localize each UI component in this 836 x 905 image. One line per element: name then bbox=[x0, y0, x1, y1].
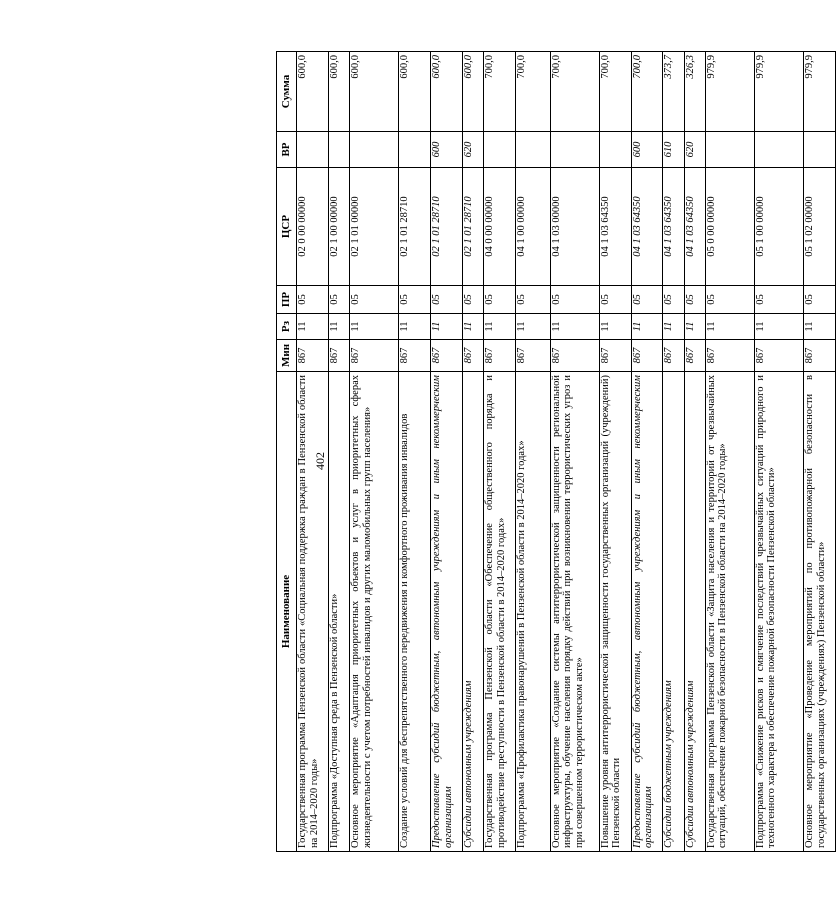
table-row bbox=[297, 52, 329, 852]
cell-pr: 05 bbox=[399, 286, 431, 314]
cell-name: Создание условий для беспрепятственного передвижения и комфортного проживания инвалидов bbox=[399, 372, 431, 852]
cell-rz: 11 bbox=[599, 314, 631, 340]
cell-vr bbox=[599, 132, 631, 168]
cell-csr: 02 1 01 28710 bbox=[462, 168, 483, 286]
cell-vr: 600 bbox=[631, 132, 663, 168]
cell-sum: 700,0 bbox=[631, 52, 663, 132]
cell-pr: 05 bbox=[804, 286, 836, 314]
cell-csr: 04 1 03 00000 bbox=[550, 168, 599, 286]
cell-pr: 05 bbox=[754, 286, 803, 314]
header-pr: ПР bbox=[277, 286, 297, 314]
cell-pr: 05 bbox=[705, 286, 754, 314]
cell-name: Повышение уровня антитеррористической защищенности государственных организаций (учреждений) Пензенской области bbox=[599, 372, 631, 852]
cell-min: 867 bbox=[705, 340, 754, 372]
cell-rz: 11 bbox=[350, 314, 399, 340]
cell-rz: 11 bbox=[804, 314, 836, 340]
cell-rz: 11 bbox=[516, 314, 551, 340]
cell-pr: 05 bbox=[550, 286, 599, 314]
cell-rz: 11 bbox=[684, 314, 705, 340]
cell-sum: 600,0 bbox=[328, 52, 349, 132]
cell-pr: 05 bbox=[599, 286, 631, 314]
cell-sum: 600,0 bbox=[399, 52, 431, 132]
table-row bbox=[550, 52, 599, 852]
cell-pr: 05 bbox=[297, 286, 329, 314]
header-rz: Рз bbox=[277, 314, 297, 340]
cell-csr: 02 1 01 28710 bbox=[431, 168, 463, 286]
header-csr: ЦСР bbox=[277, 168, 297, 286]
cell-rz: 11 bbox=[399, 314, 431, 340]
cell-name: Подпрограмма «Снижение рисков и смягчение последствий чрезвычайных ситуаций природного и техногенного характера и обеспечение пожарной безопасности Пензенской области» bbox=[754, 372, 803, 852]
cell-name: Основное мероприятие «Адаптация приоритетных объектов и услуг в приоритетных сферах жизнедеятельности с учетом потребностей инвалидов и других маломобильных групп населения» bbox=[350, 372, 399, 852]
cell-rz: 11 bbox=[550, 314, 599, 340]
cell-vr: 620 bbox=[462, 132, 483, 168]
table-row bbox=[663, 52, 684, 852]
cell-csr: 04 0 00 00000 bbox=[484, 168, 516, 286]
cell-sum: 700,0 bbox=[516, 52, 551, 132]
rotated-page-content bbox=[276, 52, 827, 852]
cell-name: Предоставление субсидий бюджетным, автономным учреждениям и иным некоммерческим организациям bbox=[431, 372, 463, 852]
cell-sum: 600,0 bbox=[431, 52, 463, 132]
table-row bbox=[516, 52, 551, 852]
cell-vr bbox=[754, 132, 803, 168]
table-row bbox=[705, 52, 754, 852]
budget-table bbox=[276, 51, 836, 852]
cell-csr: 04 1 03 64350 bbox=[599, 168, 631, 286]
cell-name: Субсидии автономным учреждениям bbox=[684, 372, 705, 852]
table-body bbox=[297, 52, 836, 852]
cell-rz: 11 bbox=[297, 314, 329, 340]
table-row bbox=[599, 52, 631, 852]
cell-min: 867 bbox=[328, 340, 349, 372]
cell-csr: 02 0 00 00000 bbox=[297, 168, 329, 286]
cell-name: Государственная программа Пензенской области «Защита населения и территорий от чрезвычайных ситуаций, обеспечение пожарной безопасности в Пензенской области на 2014–2020 годы» bbox=[705, 372, 754, 852]
cell-vr: 600 bbox=[431, 132, 463, 168]
cell-min: 867 bbox=[599, 340, 631, 372]
cell-min: 867 bbox=[297, 340, 329, 372]
header-name: Наименование bbox=[277, 372, 297, 852]
table-row bbox=[350, 52, 399, 852]
cell-csr: 04 1 03 64350 bbox=[631, 168, 663, 286]
cell-pr: 05 bbox=[350, 286, 399, 314]
page-number: 402 bbox=[313, 452, 327, 470]
cell-sum: 373,7 bbox=[663, 52, 684, 132]
cell-min: 867 bbox=[350, 340, 399, 372]
cell-name: Субсидии бюджетным учреждениям bbox=[663, 372, 684, 852]
cell-pr: 05 bbox=[516, 286, 551, 314]
table-row bbox=[631, 52, 663, 852]
cell-pr: 05 bbox=[484, 286, 516, 314]
cell-min: 867 bbox=[462, 340, 483, 372]
cell-name: Предоставление субсидий бюджетным, автономным учреждениям и иным некоммерческим организациям bbox=[631, 372, 663, 852]
cell-rz: 11 bbox=[754, 314, 803, 340]
cell-vr bbox=[297, 132, 329, 168]
cell-min: 867 bbox=[484, 340, 516, 372]
cell-pr: 05 bbox=[431, 286, 463, 314]
cell-rz: 11 bbox=[462, 314, 483, 340]
cell-name: Основное мероприятие «Создание системы антитеррористической защищенности региональной инфраструктуры, обучение населения порядку действий при возникновении террористических угроз и при совершенном террористическом акте» bbox=[550, 372, 599, 852]
cell-vr bbox=[516, 132, 551, 168]
cell-name: Основное мероприятие «Проведение мероприятий по противопожарной безопасности в государственных организациях (учреждениях) Пензенской области» bbox=[804, 372, 836, 852]
cell-rz: 11 bbox=[705, 314, 754, 340]
cell-rz: 11 bbox=[328, 314, 349, 340]
cell-sum: 600,0 bbox=[350, 52, 399, 132]
cell-name: Субсидии автономным учреждениям bbox=[462, 372, 483, 852]
cell-vr bbox=[350, 132, 399, 168]
cell-vr: 610 bbox=[663, 132, 684, 168]
cell-pr: 05 bbox=[631, 286, 663, 314]
cell-min: 867 bbox=[663, 340, 684, 372]
cell-name: Государственная программа Пензенской области «Обеспечение общественного порядка и противодействие преступности в Пензенской области в 2014–2020 годах» bbox=[484, 372, 516, 852]
header-min: Мин bbox=[277, 340, 297, 372]
table-row bbox=[328, 52, 349, 852]
cell-rz: 11 bbox=[631, 314, 663, 340]
cell-name: Подпрограмма «Доступная среда в Пензенской области» bbox=[328, 372, 349, 852]
cell-csr: 02 1 00 00000 bbox=[328, 168, 349, 286]
cell-sum: 700,0 bbox=[484, 52, 516, 132]
cell-rz: 11 bbox=[663, 314, 684, 340]
cell-name: Подпрограмма «Профилактика правонарушений в Пензенской области в 2014–2020 годах» bbox=[516, 372, 551, 852]
cell-csr: 05 1 02 00000 bbox=[804, 168, 836, 286]
cell-csr: 04 1 00 00000 bbox=[516, 168, 551, 286]
cell-pr: 05 bbox=[684, 286, 705, 314]
cell-vr bbox=[328, 132, 349, 168]
cell-sum: 600,0 bbox=[297, 52, 329, 132]
table-row bbox=[399, 52, 431, 852]
cell-min: 867 bbox=[754, 340, 803, 372]
table-row bbox=[431, 52, 463, 852]
table-header-row bbox=[277, 52, 297, 852]
cell-min: 867 bbox=[631, 340, 663, 372]
cell-name: Государственная программа Пензенской области «Социальная поддержка граждан в Пензенской области на 2014–2020 годы» bbox=[297, 372, 329, 852]
cell-sum: 326,3 bbox=[684, 52, 705, 132]
cell-min: 867 bbox=[431, 340, 463, 372]
cell-sum: 979,9 bbox=[804, 52, 836, 132]
cell-min: 867 bbox=[399, 340, 431, 372]
header-vr: ВР bbox=[277, 132, 297, 168]
cell-sum: 700,0 bbox=[599, 52, 631, 132]
cell-csr: 02 1 01 28710 bbox=[399, 168, 431, 286]
cell-min: 867 bbox=[684, 340, 705, 372]
cell-sum: 979,9 bbox=[705, 52, 754, 132]
cell-csr: 05 0 00 00000 bbox=[705, 168, 754, 286]
table-row bbox=[804, 52, 836, 852]
cell-min: 867 bbox=[550, 340, 599, 372]
cell-sum: 700,0 bbox=[550, 52, 599, 132]
cell-pr: 05 bbox=[462, 286, 483, 314]
cell-min: 867 bbox=[804, 340, 836, 372]
cell-vr bbox=[705, 132, 754, 168]
cell-csr: 05 1 00 00000 bbox=[754, 168, 803, 286]
table-row bbox=[754, 52, 803, 852]
cell-vr: 620 bbox=[684, 132, 705, 168]
cell-sum: 979,9 bbox=[754, 52, 803, 132]
cell-rz: 11 bbox=[484, 314, 516, 340]
cell-rz: 11 bbox=[431, 314, 463, 340]
table-row bbox=[462, 52, 483, 852]
cell-sum: 600,0 bbox=[462, 52, 483, 132]
cell-min: 867 bbox=[516, 340, 551, 372]
header-sum: Сумма bbox=[277, 52, 297, 132]
cell-vr bbox=[804, 132, 836, 168]
table-row bbox=[484, 52, 516, 852]
cell-pr: 05 bbox=[663, 286, 684, 314]
cell-csr: 04 1 03 64350 bbox=[684, 168, 705, 286]
cell-csr: 02 1 01 00000 bbox=[350, 168, 399, 286]
cell-csr: 04 1 03 64350 bbox=[663, 168, 684, 286]
cell-vr bbox=[399, 132, 431, 168]
cell-vr bbox=[484, 132, 516, 168]
table-row bbox=[684, 52, 705, 852]
cell-vr bbox=[550, 132, 599, 168]
cell-pr: 05 bbox=[328, 286, 349, 314]
